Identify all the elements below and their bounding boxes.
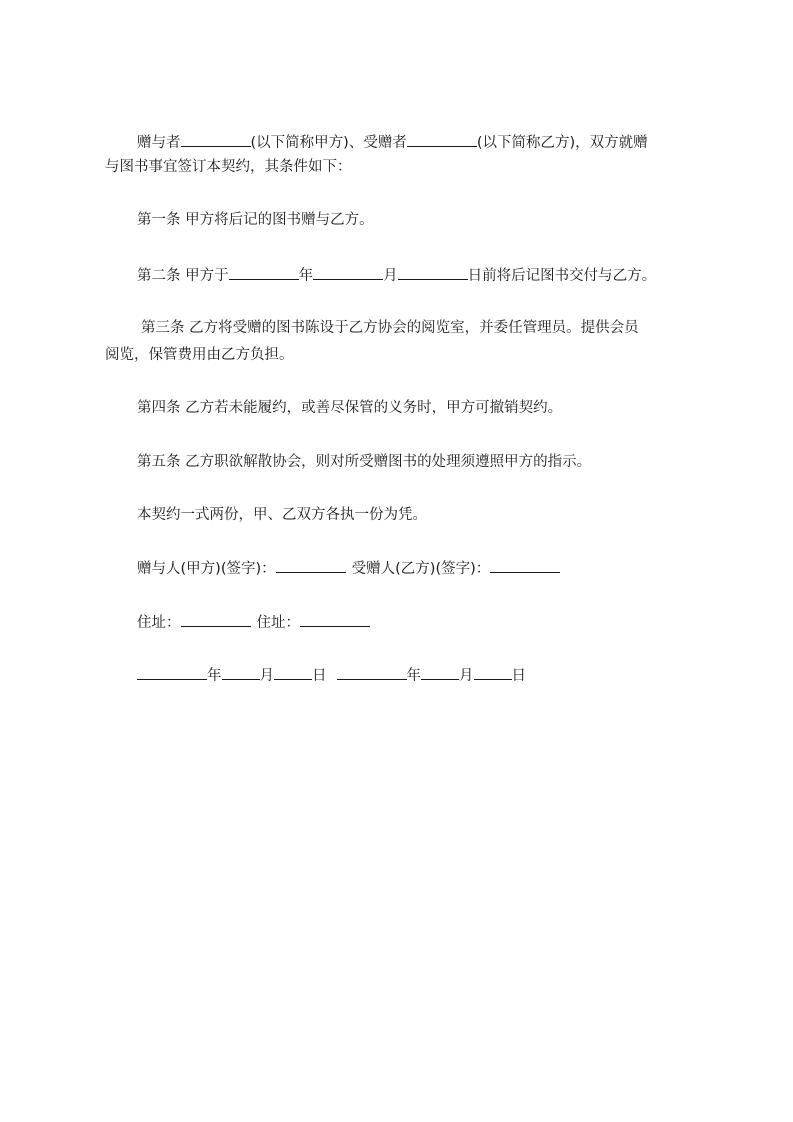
donor-year-blank[interactable] (137, 664, 207, 680)
donee-day-label: 日 (511, 668, 526, 684)
article-2 (137, 264, 656, 286)
delivery-day-blank[interactable] (398, 264, 468, 280)
donor-address-blank[interactable] (181, 611, 251, 627)
signature-line (137, 557, 560, 579)
donee-signature-blank[interactable] (490, 557, 560, 573)
donor-month-blank[interactable] (222, 664, 260, 680)
article-5: 第五条 乙方职欲解散协会，则对所受赠图书的处理须遵照甲方的指示。 (137, 454, 592, 470)
donee-signature-label: 受赠人(乙方)(签字)： (351, 561, 491, 577)
date-line (137, 664, 526, 686)
article-3-line-2: 阅览，保管费用由乙方负担。 (105, 347, 294, 363)
donee-month-label: 月 (459, 668, 474, 684)
intro-line-1 (137, 131, 648, 153)
article-2-suffix: 日前将后记图书交付与乙方。 (467, 268, 657, 284)
donee-address-label: 住址： (256, 615, 300, 631)
donor-name-blank[interactable] (181, 131, 251, 147)
donee-month-blank[interactable] (421, 664, 459, 680)
donee-note: (以下简称乙方)，双方就赠 (476, 135, 648, 151)
donor-day-label: 日 (312, 668, 327, 684)
donor-signature-label: 赠与人(甲方)(签字)： (137, 561, 276, 577)
donee-year-label: 年 (406, 668, 421, 684)
donor-signature-blank[interactable] (276, 557, 346, 573)
copies-clause: 本契约一式两份，甲、乙双方各执一份为凭。 (137, 507, 427, 523)
donor-day-blank[interactable] (274, 664, 312, 680)
delivery-year-blank[interactable] (229, 264, 299, 280)
donor-year-label: 年 (207, 668, 222, 684)
donee-year-blank[interactable] (337, 664, 407, 680)
intro-line-2: 与图书事宜签订本契约，其条件如下： (105, 159, 352, 175)
article-2-year-label: 年 (298, 268, 314, 284)
donor-label: 赠与者 (137, 135, 181, 151)
article-2-month-label: 月 (383, 268, 398, 284)
article-4: 第四条 乙方若未能履约，或善尽保管的义务时，甲方可撤销契约。 (137, 400, 563, 416)
article-3-line-1: 第三条 乙方将受赠的图书陈设于乙方协会的阅览室，并委任管理员。提供会员 (141, 320, 639, 336)
address-line (137, 611, 370, 633)
donor-note: (以下简称甲方)、受赠者 (250, 135, 407, 151)
donor-address-label: 住址： (137, 615, 181, 631)
donor-month-label: 月 (259, 668, 274, 684)
donee-address-blank[interactable] (300, 611, 370, 627)
article-1: 第一条 甲方将后记的图书赠与乙方。 (137, 212, 374, 228)
donee-day-blank[interactable] (474, 664, 512, 680)
delivery-month-blank[interactable] (313, 264, 383, 280)
donee-name-blank[interactable] (407, 131, 477, 147)
article-2-prefix: 第二条 甲方于 (137, 268, 229, 284)
